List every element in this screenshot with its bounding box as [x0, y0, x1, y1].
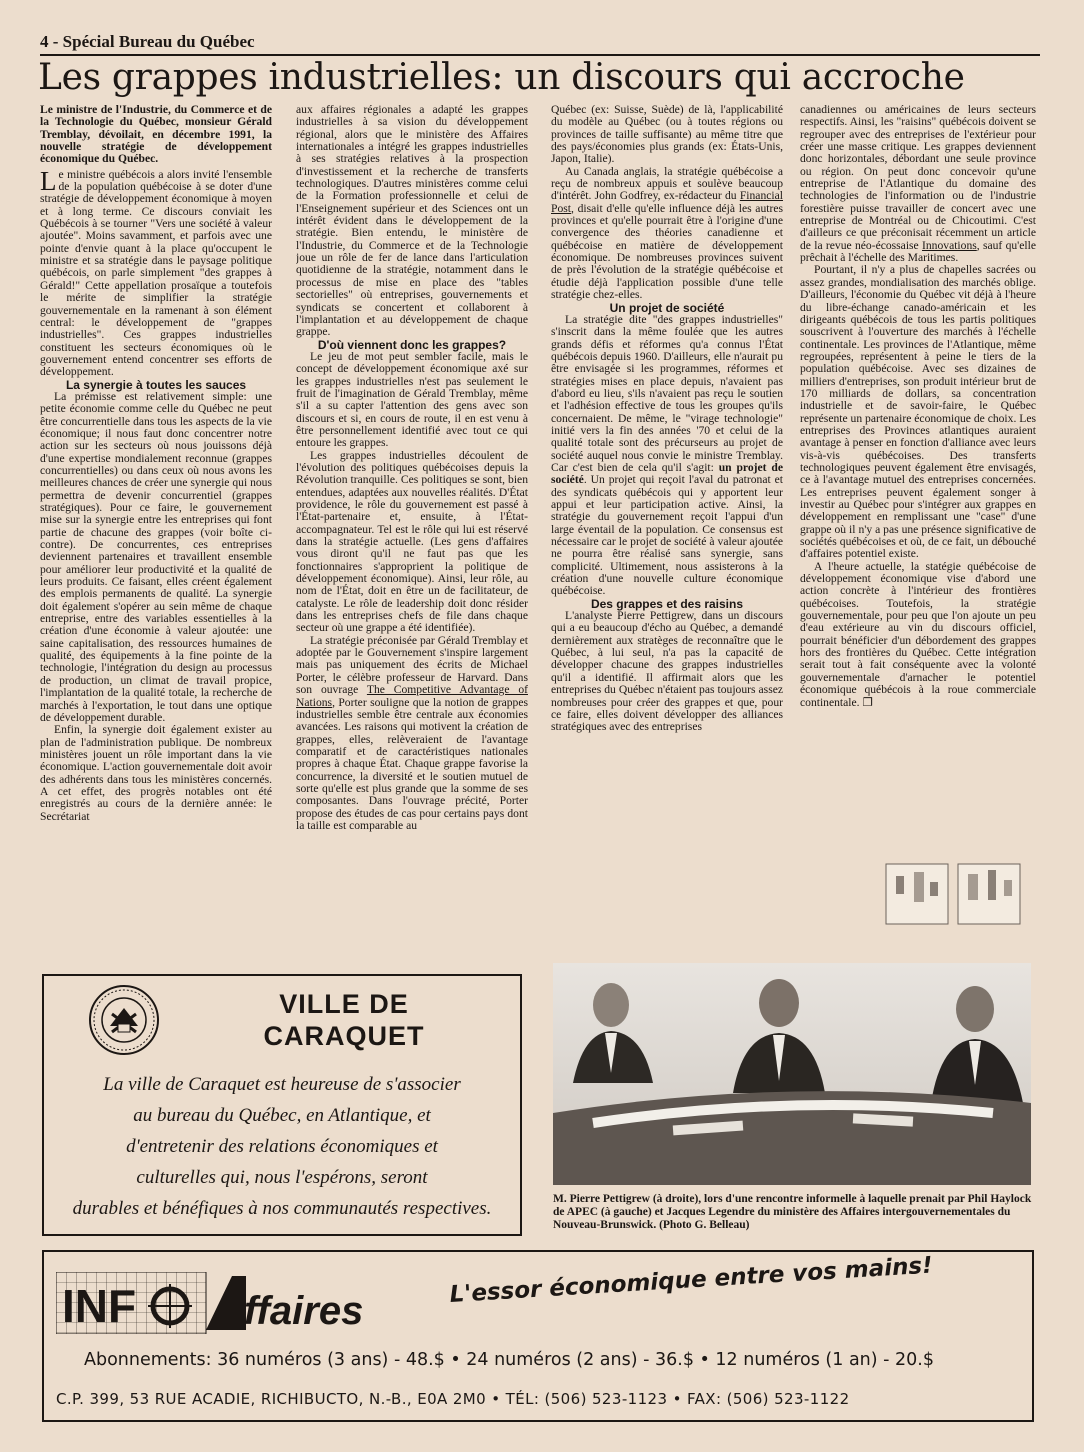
- paragraph: Québec (ex: Suisse, Suède) de là, l'applicabilité du modèle au Québec (ou à toutes régions ou provinces de taille suffisante) au même titre que des pays/économies plus grands (ex: États-Unis, Japon, Italie).: [551, 104, 783, 166]
- caraquet-seal-icon: [88, 984, 160, 1056]
- paragraph: aux affaires régionales a adapté les grappes industrielles à sa vision du développement régional, alors que le ministère des Affaires internationales a intégré les grappes industrielles à ses stratégies relatives à la prospection d'investissement et la recherche de transferts technologiques. D'autres ministères comme celui de la Formation professionnelle et celui de l'Enseignement supérieur et des Sciences ont un intérêt évident dans le développement de la stratégie. Bien entendu, le ministère de l'Industrie, du Commerce et de la Technologie joue un rôle de fer de lance dans l'articulation quotidienne de la stratégie, notamment dans le processus de mise en place des "tables sectorielles" où entreprises, gouvernements et syndicats se concertent et collaborent à l'implantation et au développement de chaque grappe.: [296, 104, 528, 339]
- paragraph: [800, 104, 1036, 264]
- ad-text-line: d'entretenir des relations économiques et: [126, 1136, 438, 1157]
- text-run: A l'heure actuelle, la statégie québécoise de développement économique vise d'abord une action concrète à l'intérieur des frontières québécoises. Toutefois, la stratégie gouvernementale, pour peu que l'on ajoute un peu d'eau extérieure au vin du discours officiel, pourrait bénéficier d'un débordement des grappes hors des frontières du Québec. Cette intégration serait tout à fait conséquente avec la volonté gouvernementale d'arnacher le potentiel économique québécois à la roue commerciale continentale.: [800, 559, 1036, 709]
- paragraph: [551, 166, 783, 302]
- ad-title: [244, 988, 444, 1052]
- ad-title-line: CARAQUET: [263, 1021, 425, 1051]
- text-run: , sauf qu'elle prêchait à l'échelle des Maritimes.: [800, 238, 1036, 265]
- decorative-sketch-images: [884, 860, 1024, 928]
- section-heading: Un projet de société: [609, 300, 725, 315]
- article-column-1: [40, 104, 272, 964]
- paragraph: L'analyste Pierre Pettigrew, dans un discours qui a eu beaucoup d'écho au Québec, a demandé dernièrement aux stratèges de reconnaître que le Québec, à lui seul, n'a pas la capacité de développer chacune des grappes industrielles qu'il a identifié. Il affirmait alors que les entreprises du Québec n'étaient pas toujours assez nombreuses pour créer des grappes et que, pour ce faire, elles doivent développer des alliances stratégiques avec des entreprises: [551, 609, 783, 734]
- svg-text:ffaires: ffaires: [244, 1289, 364, 1333]
- paragraph: [551, 314, 783, 598]
- section-heading: Des grappes et des raisins: [590, 596, 744, 611]
- article-column-3: [551, 104, 783, 964]
- meeting-photo: [553, 963, 1031, 1185]
- subscription-rates: Abonnements: 36 numéros (3 ans) - 48.$ • 24 numéros (2 ans) - 36.$ • 12 numéros (1 an) - 20.$: [84, 1350, 934, 1370]
- contact-address: C.P. 399, 53 RUE ACADIE, RICHIBUCTO, N.-B., E0A 2M0 • TÉL: (506) 523-1123 • FAX: (506) 523-1122: [56, 1390, 850, 1408]
- caraquet-advertisement: [42, 974, 522, 1236]
- article-column-4: [800, 104, 1036, 864]
- text-run: La stratégie dite "des grappes industrielles" s'inscrit dans la même foulée que les autres grands défis et réformes qu'a connus l'État québécois depuis 1960. D'ailleurs, elle n'aurait pu être envisagée si les programmes, réformes et stratégies mises en place depuis, n'avaient pas d'abord eu lieu, s'ils n'avaient pas reçu le soutien et l'adhésion effective de tous les groupes qu'ils concernaient. De même, le "virage technologie" initié vers la fin des années '70 et celui de la qualité totale sont des précurseurs au projet de société auquel nous convie le ministre Tremblay. Car c'est bien de cela qu'il s'agit:: [551, 312, 783, 474]
- paragraph: Les grappes industrielles découlent de l'évolution des politiques québécoises depuis la Révolution tranquille. Ces politiques se sont, bien entendues, adaptées aux nouvelles réalités. D'État providence, le rôle du gouvernement est passé à l'État-partenaire et, ensuite, à l'État-accompagnateur. Tel est le rôle qui lui est réservé dans la stratégie actuelle. (Les gens d'affaires vous diront qu'il ne faut pas que les fonctionnaires s'approprient la politique de développement économique). Ainsi, leur rôle, au nom de l'État, doit en être un de facilitateur, de catalyste. Le rôle de leadership doit donc résider dans les entreprises chefs de file dans chaque secteur où une grappe a été identifiée).: [296, 448, 528, 635]
- ad-text-line: durables et bénéfiques à nos communautés respectives.: [72, 1198, 492, 1219]
- text-run: canadiennes ou américaines de leurs secteurs respectifs. Ainsi, les "raisins" québécois doivent se regrouper avec des entreprises de l'extérieur pour créer une masse critique. Les grappes deviennent donc horizontales, débordant une seule province ou région. On peut donc concevoir qu'une entreprise de l'Atlantique du domaine des technologies de l'information ou de l'industrie forestière puisse travailler de concert avec une entreprise de Montréal ou de Chicoutimi. C'est d'ailleurs ce que préconisait récemment un article de la revue néo-écossaise: [800, 104, 1036, 252]
- article-column-2: [296, 104, 528, 964]
- paragraph: La prémisse est relativement simple: une petite économie comme celle du Québec ne peut être concurrentielle dans tous les aspects de la vie économique; il nous faut donc concentrer notre action sur les secteurs où nous jouissons déjà d'une expertise mondialement reconnue (grappes concurrentielles) ou dans ceux où nous avons les meilleures chances de créer une synergie qui nous permettra de devenir concurrentiel (grappes stratégiques). Pour ce faire, le gouvernement mise sur la synergie entre les entreprises qui font partie de chacune des grappes (voir boîte ci-contre). De concurrentes, ces entreprises deviennent partenaires et travaillent ensemble pour améliorer leur productivité et la qualité de leurs produits. Ce faisant, elles créent également des emplois permanents de qualité. La synergie doit également s'opérer au sein même de chaque entreprise, entre des variables essentielles à la création d'une économie à valeur ajoutée: une saine capitalisation, des ressources humaines de qualité, des équipements à la fine pointe de la technologie, l'intégration du design au processus de production, un climat de travail propice, l'implantation de la qualité totale, la recherche de marchés à l'exportation, le tout dans une optique de développement durable.: [40, 389, 272, 724]
- publication-name: Financial Post: [551, 189, 783, 215]
- infoaffaires-advertisement: [42, 1250, 1034, 1422]
- paragraph: Pourtant, il n'y a plus de chapelles sacrées ou assez grandes, mondialisation des marchés oblige. D'ailleurs, l'économie du Québec vit déjà à l'heure du libre-échange canado-américain et les dirigeants québécois de tous les partis politiques souscrivent à l'ouverture des marchés à l'échelle continentale. Les provinces de l'Atlantique, même regroupées, représentent à peine le tiers de la population québécoise. Avec ses dizaines de milliers d'entreprises, son produit intérieur brut de 170 milliards de dollars, sa concentration industrielle et de savoir-faire, le Québec représente un partenaire économique de choix. Les entreprises des Provinces atlantiques auraient avantage à penser en fonction d'alliance avec leurs vis-à-vis québécoises. Des transferts technologiques peuvent également être envisagés, ce à l'avantage mutuel des entreprises concernées. Les entreprises peuvent également songer à investir au Québec pour s'intégrer aux grappes en développement en remplissant une "case" d'une grappe où il n'y a pas une présence significative de sociétés québécoises et où, de ce fait, un débouché d'affaires potentiel existe.: [800, 263, 1036, 561]
- page-header: 4 - Spécial Bureau du Québec: [40, 32, 1040, 56]
- book-title: The Competitive Advantage of Nations: [296, 683, 528, 709]
- article-headline: Les grappes industrielles: un discours qui accroche: [38, 57, 965, 98]
- ad-text-line: au bureau du Québec, en Atlantique, et: [133, 1105, 431, 1126]
- ad-text-line: La ville de Caraquet est heureuse de s'associer: [103, 1074, 461, 1095]
- paragraph: [296, 635, 528, 833]
- text-run: , disait d'elle qu'elle influence déjà les autres provinces et qu'elle pourrait être à l'origine d'une convergence des théories canadienne et québécoise en matière de développement économique. De nombreuses provinces suivent de près l'évolution de la stratégie québécoise et étudie déjà l'application possible d'une telle stratégie chez-elles.: [551, 201, 783, 302]
- infoaffaires-logo: [56, 1272, 434, 1334]
- article-lead: Le ministre de l'Industrie, du Commerce et de la Technologie du Québec, monsieur Gérald Tremblay, dévoilait, en décembre 1991, la nouvelle stratégie de développement économique du Québec.: [40, 104, 272, 166]
- drop-cap: L: [40, 165, 57, 196]
- ad-title-line: VILLE DE: [279, 989, 409, 1019]
- paragraph: [800, 561, 1036, 709]
- paragraph: e ministre québécois a alors invité l'ensemble de la population québécoise à se doter d'une stratégie de développement économique à moyen et à long terme. Ce discours conviait les Québécois à se tourner "Vers une société à valeur ajoutée". Moins savamment, et parfois avec une pointe d'envie quant à la place qu'occupent le ministre et sa stratégie dans le paysage politique québécois, on parle simplement "des grappes à Gérald!" Cette appellation prosaïque a toutefois le mérite de simplifier la stratégie gouvernementale en la ramenant à son élément central: le développement de "grappes industrielles". Ces grappes industrielles constituent les secteurs économiques où le gouvernement entend concentrer ses efforts de développement.: [40, 167, 272, 379]
- text-run: La stratégie préconisée par Gérald Tremblay et adoptée par le Gouvernement s'inspire largement mais pas uniquement des écrits de Michael Porter, le célèbre professeur de Harvard. Dans son ouvrage: [296, 633, 528, 697]
- photo-caption: M. Pierre Pettigrew (à droite), lors d'une rencontre informelle à laquelle prenait par Phil Haylock de APEC (à gauche) et Jacques Legendre du ministère des Affaires intergouvernementales du Nouveau-Brunswick. (Photo G. Belleau): [553, 1193, 1032, 1231]
- end-mark-icon: ❐: [862, 695, 873, 709]
- section-heading: D'où viennent donc les grappes?: [317, 337, 507, 352]
- text-run: , Porter souligne que la notion de grappes industrielles semble être centrale aux économies avancées. Les raisons qui motivent la création de grappes, elles, relèveraient de l'avantage comparatif et de caractéristiques nationales propres à chaque État. Chaque grappe favorise la concurrence, la diversité et le soutien mutuel de sorte qu'elle est plus grande que la somme de ses composantes. Dans l'ouvrage précité, Porter propose des études de cas pour certains pays dont la taille est comparable au: [296, 695, 528, 832]
- ad-slogan: L'essor économique entre vos mains!: [448, 1252, 934, 1309]
- magazine-name: Innovations: [922, 238, 977, 252]
- ad-text-line: culturelles qui, nous l'espérons, seront: [136, 1167, 428, 1188]
- section-heading: La synergie à toutes les sauces: [65, 377, 247, 392]
- paragraph: Enfin, la synergie doit également exister au plan de l'administration publique. De nombreux ministères jouent un rôle important dans la vie économique. L'action gouvernementale doit avoir des adhérents dans tous les ministères concernés. A cet effet, des progrès notables ont été enregistrés au cours de la dernière année: le Secrétariat: [40, 723, 272, 823]
- emphasis: un projet de société: [551, 460, 783, 487]
- svg-text:INF: INF: [62, 1280, 137, 1332]
- text-run: . Un projet qui reçoit l'aval du patronat et des syndicats québécois qui y apportent leur appui et leur participation active. Ainsi, la stratégie du gouvernement reçoit l'appui d'un large éventail de la population. Ce consensus est nécessaire car le projet de société à valeur ajoutée ne pourra être réalisé sans synergie, sans complicité. Ultimement, nous assisterons à la création d'une nouvelle culture économique québécoise.: [551, 473, 783, 598]
- text-run: Au Canada anglais, la stratégie québécoise a reçu de nombreux appuis et soulève beaucoup d'intérêt. John Godfrey, ex-rédacteur du: [551, 164, 783, 203]
- paragraph: Le jeu de mot peut sembler facile, mais le concept de développement économique axé sur les grappes industrielles n'est pas seulement le fruit de l'imagination de Gérald Tremblay, même s'il a su capter l'attention des gens avec son discours et si, en cours de route, il en est venu à être personnellement identifié avec tout ce qui entoure les grappes.: [296, 349, 528, 450]
